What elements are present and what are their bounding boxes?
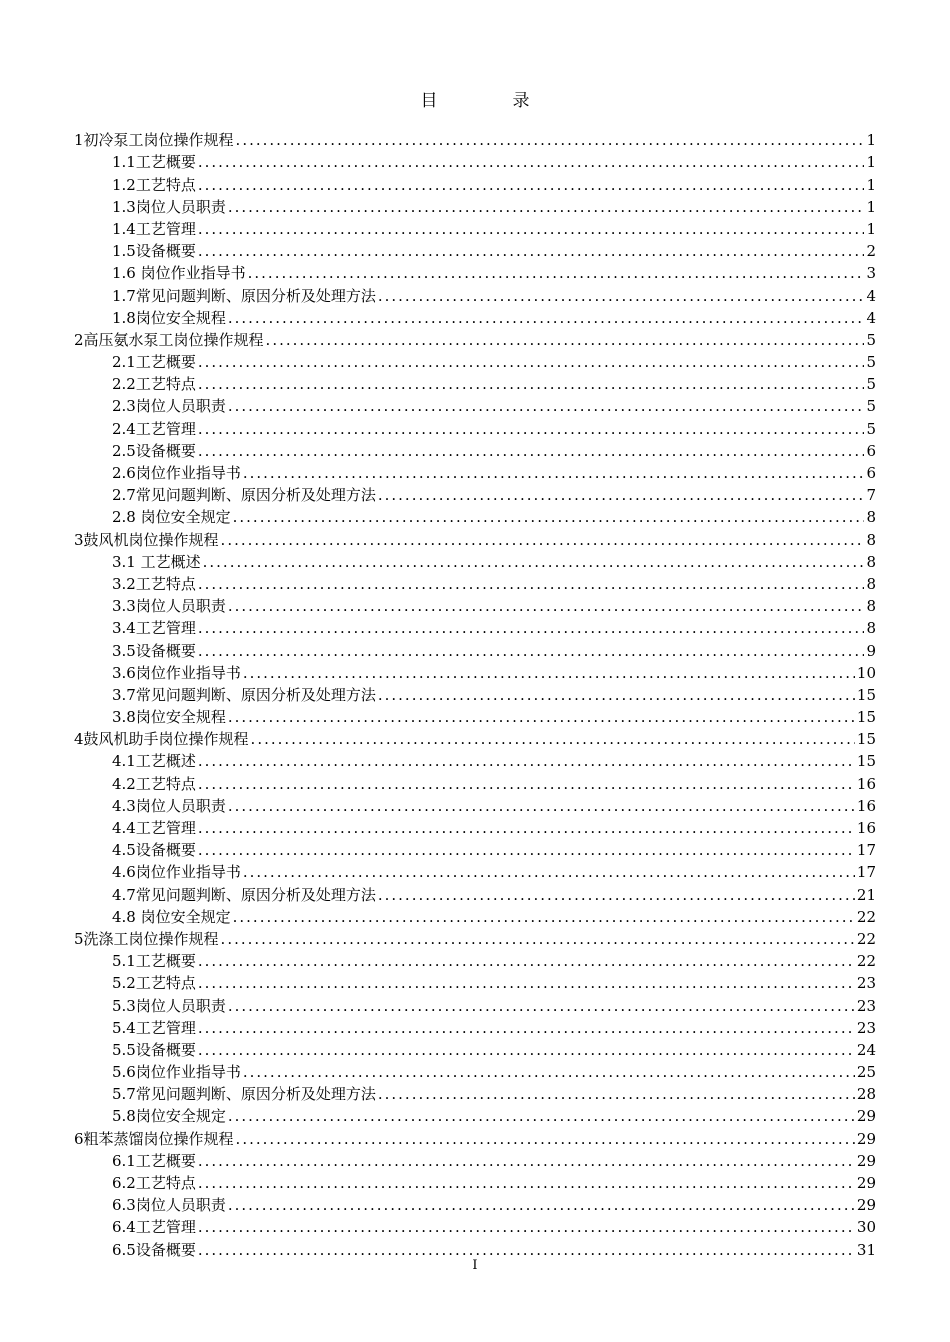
- toc-entry-page-number: 1: [866, 197, 876, 216]
- toc-entry-page-number: 23: [856, 1018, 876, 1037]
- toc-entry-title: 5.8岗位安全规定: [112, 1107, 226, 1126]
- toc-section-entry[interactable]: [74, 972, 876, 994]
- toc-dot-leader: [243, 462, 865, 484]
- toc-dot-leader: [198, 617, 865, 639]
- toc-dot-leader: [233, 906, 855, 928]
- toc-entry-page-number: 16: [856, 774, 876, 793]
- toc-section-entry[interactable]: [74, 883, 876, 905]
- toc-section-entry[interactable]: [74, 662, 876, 684]
- toc-dot-leader: [198, 440, 865, 462]
- toc-entry-title: 1初冷泵工岗位操作规程: [74, 131, 234, 150]
- toc-dot-leader: [236, 1128, 855, 1150]
- toc-section-entry[interactable]: [74, 1083, 876, 1105]
- toc-entry-title: 1.5设备概要: [112, 242, 196, 261]
- toc-section-entry[interactable]: [74, 772, 876, 794]
- toc-section-entry[interactable]: [74, 795, 876, 817]
- toc-section-entry[interactable]: [74, 1061, 876, 1083]
- toc-entry-title: 1.3岗位人员职责: [112, 197, 226, 216]
- toc-entry-title: 5.2工艺特点: [112, 974, 196, 993]
- toc-dot-leader: [228, 995, 855, 1017]
- toc-dot-leader: [221, 928, 855, 950]
- toc-dot-leader: [203, 551, 865, 573]
- toc-entry-title: 1.2工艺特点: [112, 175, 196, 194]
- toc-entry-title: 4.4工艺管理: [112, 819, 196, 837]
- toc-section-entry[interactable]: [74, 706, 876, 728]
- toc-section-entry[interactable]: [74, 839, 876, 861]
- toc-entry-page-number: 5: [866, 375, 876, 394]
- toc-entry-page-number: 23: [856, 996, 876, 1015]
- toc-entry-page-number: 8: [866, 574, 876, 593]
- toc-entry-title: 3.1 工艺概述: [112, 552, 201, 571]
- toc-section-entry[interactable]: [74, 240, 876, 262]
- toc-entry-page-number: 22: [856, 929, 876, 948]
- toc-entry-page-number: 21: [856, 885, 876, 904]
- toc-entry-page-number: 28: [856, 1085, 876, 1104]
- toc-section-entry[interactable]: [74, 395, 876, 417]
- toc-entry-page-number: 5: [866, 330, 876, 349]
- toc-chapter-entry[interactable]: [74, 928, 876, 950]
- toc-entry-title: 6.2工艺特点: [112, 1174, 196, 1192]
- toc-entry-title: 2.8 岗位安全规定: [112, 508, 231, 527]
- toc-entry-page-number: 1: [866, 153, 876, 172]
- toc-dot-leader: [198, 1216, 855, 1238]
- toc-section-entry[interactable]: [74, 950, 876, 972]
- toc-section-entry[interactable]: [74, 994, 876, 1016]
- toc-entry-page-number: 8: [866, 597, 876, 616]
- toc-entry-title: 4.6岗位作业指导书: [112, 863, 241, 882]
- toc-entry-title: 3鼓风机岗位操作规程: [74, 530, 219, 549]
- toc-entry-title: 5.3岗位人员职责: [112, 996, 226, 1015]
- toc-section-entry[interactable]: [74, 1017, 876, 1039]
- toc-entry-page-number: 31: [856, 1240, 876, 1259]
- toc-entry-title: 4.5设备概要: [112, 841, 196, 860]
- toc-section-entry[interactable]: [74, 1105, 876, 1127]
- toc-entry-page-number: 7: [866, 486, 876, 505]
- toc-entry-title: 3.6岗位作业指导书: [112, 663, 241, 682]
- toc-entry-page-number: 22: [856, 952, 876, 971]
- toc-dot-leader: [228, 1194, 855, 1216]
- toc-section-entry[interactable]: [74, 506, 876, 528]
- toc-section-entry[interactable]: [74, 218, 876, 240]
- toc-entry-page-number: 22: [856, 907, 876, 926]
- toc-entry-page-number: 1: [866, 219, 876, 238]
- toc-dot-leader: [198, 839, 855, 861]
- toc-section-entry[interactable]: [74, 861, 876, 883]
- toc-section-entry[interactable]: [74, 1194, 876, 1216]
- toc-section-entry[interactable]: [74, 1039, 876, 1061]
- toc-dot-leader: [198, 373, 865, 395]
- toc-entry-title: 2.6岗位作业指导书: [112, 464, 241, 482]
- toc-entry-page-number: 29: [856, 1196, 876, 1215]
- toc-entry-page-number: 1: [866, 131, 876, 150]
- toc-dot-leader: [198, 817, 855, 839]
- toc-entry-title: 5.5设备概要: [112, 1040, 196, 1059]
- toc-section-entry[interactable]: [74, 573, 876, 595]
- toc-entry-page-number: 3: [866, 264, 876, 283]
- toc-entry-title: 3.8岗位安全规程: [112, 708, 226, 727]
- toc-dot-leader: [198, 174, 865, 196]
- toc-entry-title: 4.7常见问题判断、原因分析及处理方法: [112, 885, 376, 904]
- toc-entry-title: 1.4工艺管理: [112, 219, 196, 238]
- toc-title-char: 录: [512, 91, 530, 111]
- toc-section-entry[interactable]: [74, 684, 876, 706]
- toc-entry-page-number: 6: [866, 464, 876, 482]
- toc-dot-leader: [198, 1039, 855, 1061]
- toc-entry-title: 5.1工艺概要: [112, 952, 196, 971]
- toc-dot-leader: [198, 640, 865, 662]
- toc-section-entry[interactable]: [74, 551, 876, 573]
- toc-dot-leader: [198, 351, 865, 373]
- toc-entry-page-number: 24: [856, 1040, 876, 1059]
- toc-entry-page-number: 23: [856, 974, 876, 993]
- toc-entry-page-number: 15: [856, 752, 876, 771]
- toc-section-entry[interactable]: [74, 484, 876, 506]
- toc-dot-leader: [228, 395, 865, 417]
- toc-entry-page-number: 6: [866, 441, 876, 460]
- toc-dot-leader: [266, 329, 865, 351]
- toc-entry-page-number: 29: [856, 1174, 876, 1192]
- toc-dot-leader: [228, 795, 855, 817]
- toc-entry-page-number: 1: [866, 175, 876, 194]
- toc-entry-page-number: 25: [856, 1063, 876, 1082]
- toc-section-entry[interactable]: [74, 262, 876, 284]
- toc-dot-leader: [198, 972, 855, 994]
- toc-dot-leader: [198, 950, 855, 972]
- toc-entry-page-number: 8: [866, 552, 876, 571]
- toc-dot-leader: [228, 196, 865, 218]
- toc-entry-page-number: 15: [856, 730, 876, 749]
- toc-section-entry[interactable]: [74, 151, 876, 173]
- toc-entry-title: 4.2工艺特点: [112, 774, 196, 793]
- toc-dot-leader: [228, 706, 855, 728]
- toc-dot-leader: [251, 728, 855, 750]
- toc-entry-title: 6.3岗位人员职责: [112, 1196, 226, 1215]
- toc-dot-leader: [378, 1083, 855, 1105]
- toc-dot-leader: [198, 240, 865, 262]
- toc-chapter-entry[interactable]: [74, 728, 876, 750]
- toc-entry-title: 5洗涤工岗位操作规程: [74, 929, 219, 948]
- toc-entry-page-number: 9: [866, 641, 876, 660]
- toc-entry-page-number: 17: [856, 863, 876, 882]
- toc-section-entry[interactable]: [74, 595, 876, 617]
- toc-entry-title: 6粗苯蒸馏岗位操作规程: [74, 1129, 234, 1148]
- toc-section-entry[interactable]: [74, 462, 876, 484]
- toc-section-entry[interactable]: [74, 373, 876, 395]
- toc-dot-leader: [243, 662, 855, 684]
- toc-entry-title: 5.7常见问题判断、原因分析及处理方法: [112, 1085, 376, 1104]
- toc-entry-title: 4.3岗位人员职责: [112, 796, 226, 815]
- toc-entry-page-number: 16: [856, 819, 876, 837]
- toc-entry-page-number: 10: [856, 663, 876, 682]
- toc-title-char: 目: [420, 91, 438, 111]
- toc-entry-title: 1.6 岗位作业指导书: [112, 264, 246, 283]
- toc-entry-title: 1.8岗位安全规程: [112, 308, 226, 327]
- toc-entry-page-number: 4: [866, 286, 876, 305]
- toc-entry-title: 6.4工艺管理: [112, 1218, 196, 1237]
- toc-section-entry[interactable]: [74, 1150, 876, 1172]
- toc-entry-page-number: 17: [856, 841, 876, 860]
- toc-section-entry[interactable]: [74, 639, 876, 661]
- toc-entry-page-number: 8: [866, 619, 876, 638]
- toc-dot-leader: [243, 1061, 855, 1083]
- toc-entry-title: 3.4工艺管理: [112, 619, 196, 638]
- toc-entry-title: 1.7常见问题判断、原因分析及处理方法: [112, 286, 376, 305]
- toc-dot-leader: [221, 529, 865, 551]
- toc-entry-page-number: 29: [856, 1129, 876, 1148]
- toc-dot-leader: [228, 595, 865, 617]
- toc-entry-title: 2高压氨水泵工岗位操作规程: [74, 330, 264, 349]
- toc-section-entry[interactable]: [74, 284, 876, 306]
- toc-section-entry[interactable]: [74, 1216, 876, 1238]
- toc-chapter-entry[interactable]: [74, 129, 876, 151]
- toc-dot-leader: [198, 1172, 855, 1194]
- toc-section-entry[interactable]: [74, 173, 876, 195]
- toc-dot-leader: [228, 307, 865, 329]
- toc-entry-title: 6.5设备概要: [112, 1240, 196, 1259]
- toc-entry-title: 2.2工艺特点: [112, 375, 196, 394]
- toc-entry-page-number: 29: [856, 1151, 876, 1170]
- toc-entry-page-number: 8: [866, 530, 876, 549]
- toc-entry-title: 2.1工艺概要: [112, 353, 196, 372]
- toc-section-entry[interactable]: [74, 307, 876, 329]
- toc-section-entry[interactable]: [74, 617, 876, 639]
- toc-dot-leader: [198, 1017, 855, 1039]
- toc-section-entry[interactable]: [74, 351, 876, 373]
- toc-dot-leader: [378, 684, 855, 706]
- toc-entry-page-number: 5: [866, 419, 876, 438]
- page-number-footer: I: [472, 1258, 478, 1273]
- toc-entry-title: 2.7常见问题判断、原因分析及处理方法: [112, 486, 376, 505]
- toc-entry-page-number: 8: [866, 508, 876, 527]
- toc-section-entry[interactable]: [74, 440, 876, 462]
- toc-chapter-entry[interactable]: [74, 528, 876, 550]
- toc-dot-leader: [248, 262, 865, 284]
- toc-section-entry[interactable]: [74, 417, 876, 439]
- toc-dot-leader: [198, 773, 855, 795]
- toc-entry-title: 4.1工艺概述: [112, 752, 196, 771]
- toc-dot-leader: [198, 1150, 855, 1172]
- toc-entry-title: 4.8 岗位安全规定: [112, 907, 231, 926]
- toc-dot-leader: [198, 151, 865, 173]
- toc-entry-title: 2.4工艺管理: [112, 419, 196, 438]
- toc-entry-title: 3.5设备概要: [112, 641, 196, 660]
- toc-dot-leader: [243, 861, 855, 883]
- toc-dot-leader: [378, 285, 865, 307]
- toc-chapter-entry[interactable]: [74, 329, 876, 351]
- toc-entry-page-number: 4: [866, 308, 876, 327]
- toc-dot-leader: [198, 750, 855, 772]
- toc-dot-leader: [228, 1105, 855, 1127]
- toc-section-entry[interactable]: [74, 750, 876, 772]
- toc-section-entry[interactable]: [74, 817, 876, 839]
- toc-entry-page-number: 29: [856, 1107, 876, 1126]
- toc-entry-title: 3.3岗位人员职责: [112, 597, 226, 616]
- toc-entry-title: 3.2工艺特点: [112, 574, 196, 593]
- toc-entry-title: 6.1工艺概要: [112, 1151, 196, 1170]
- toc-entry-page-number: 2: [866, 242, 876, 261]
- toc-dot-leader: [236, 129, 865, 151]
- toc-dot-leader: [378, 484, 865, 506]
- toc-dot-leader: [378, 884, 855, 906]
- toc-entry-title: 2.5设备概要: [112, 441, 196, 460]
- table-of-contents: [74, 129, 876, 1261]
- toc-section-entry[interactable]: [74, 1172, 876, 1194]
- toc-entry-page-number: 16: [856, 796, 876, 815]
- toc-entry-title: 1.1工艺概要: [112, 153, 196, 172]
- toc-title: [0, 86, 950, 111]
- toc-dot-leader: [198, 418, 865, 440]
- toc-entry-page-number: 15: [856, 685, 876, 704]
- toc-section-entry[interactable]: [74, 196, 876, 218]
- toc-entry-page-number: 15: [856, 708, 876, 727]
- toc-section-entry[interactable]: [74, 906, 876, 928]
- toc-entry-title: 2.3岗位人员职责: [112, 397, 226, 416]
- toc-entry-page-number: 5: [866, 353, 876, 372]
- toc-dot-leader: [233, 506, 865, 528]
- toc-dot-leader: [198, 573, 865, 595]
- toc-entry-title: 5.4工艺管理: [112, 1018, 196, 1037]
- toc-dot-leader: [198, 218, 865, 240]
- toc-entry-page-number: 30: [856, 1218, 876, 1237]
- toc-entry-title: 4鼓风机助手岗位操作规程: [74, 730, 249, 749]
- toc-entry-page-number: 5: [866, 397, 876, 416]
- toc-entry-title: 5.6岗位作业指导书: [112, 1063, 241, 1082]
- toc-chapter-entry[interactable]: [74, 1127, 876, 1149]
- toc-entry-title: 3.7常见问题判断、原因分析及处理方法: [112, 685, 376, 704]
